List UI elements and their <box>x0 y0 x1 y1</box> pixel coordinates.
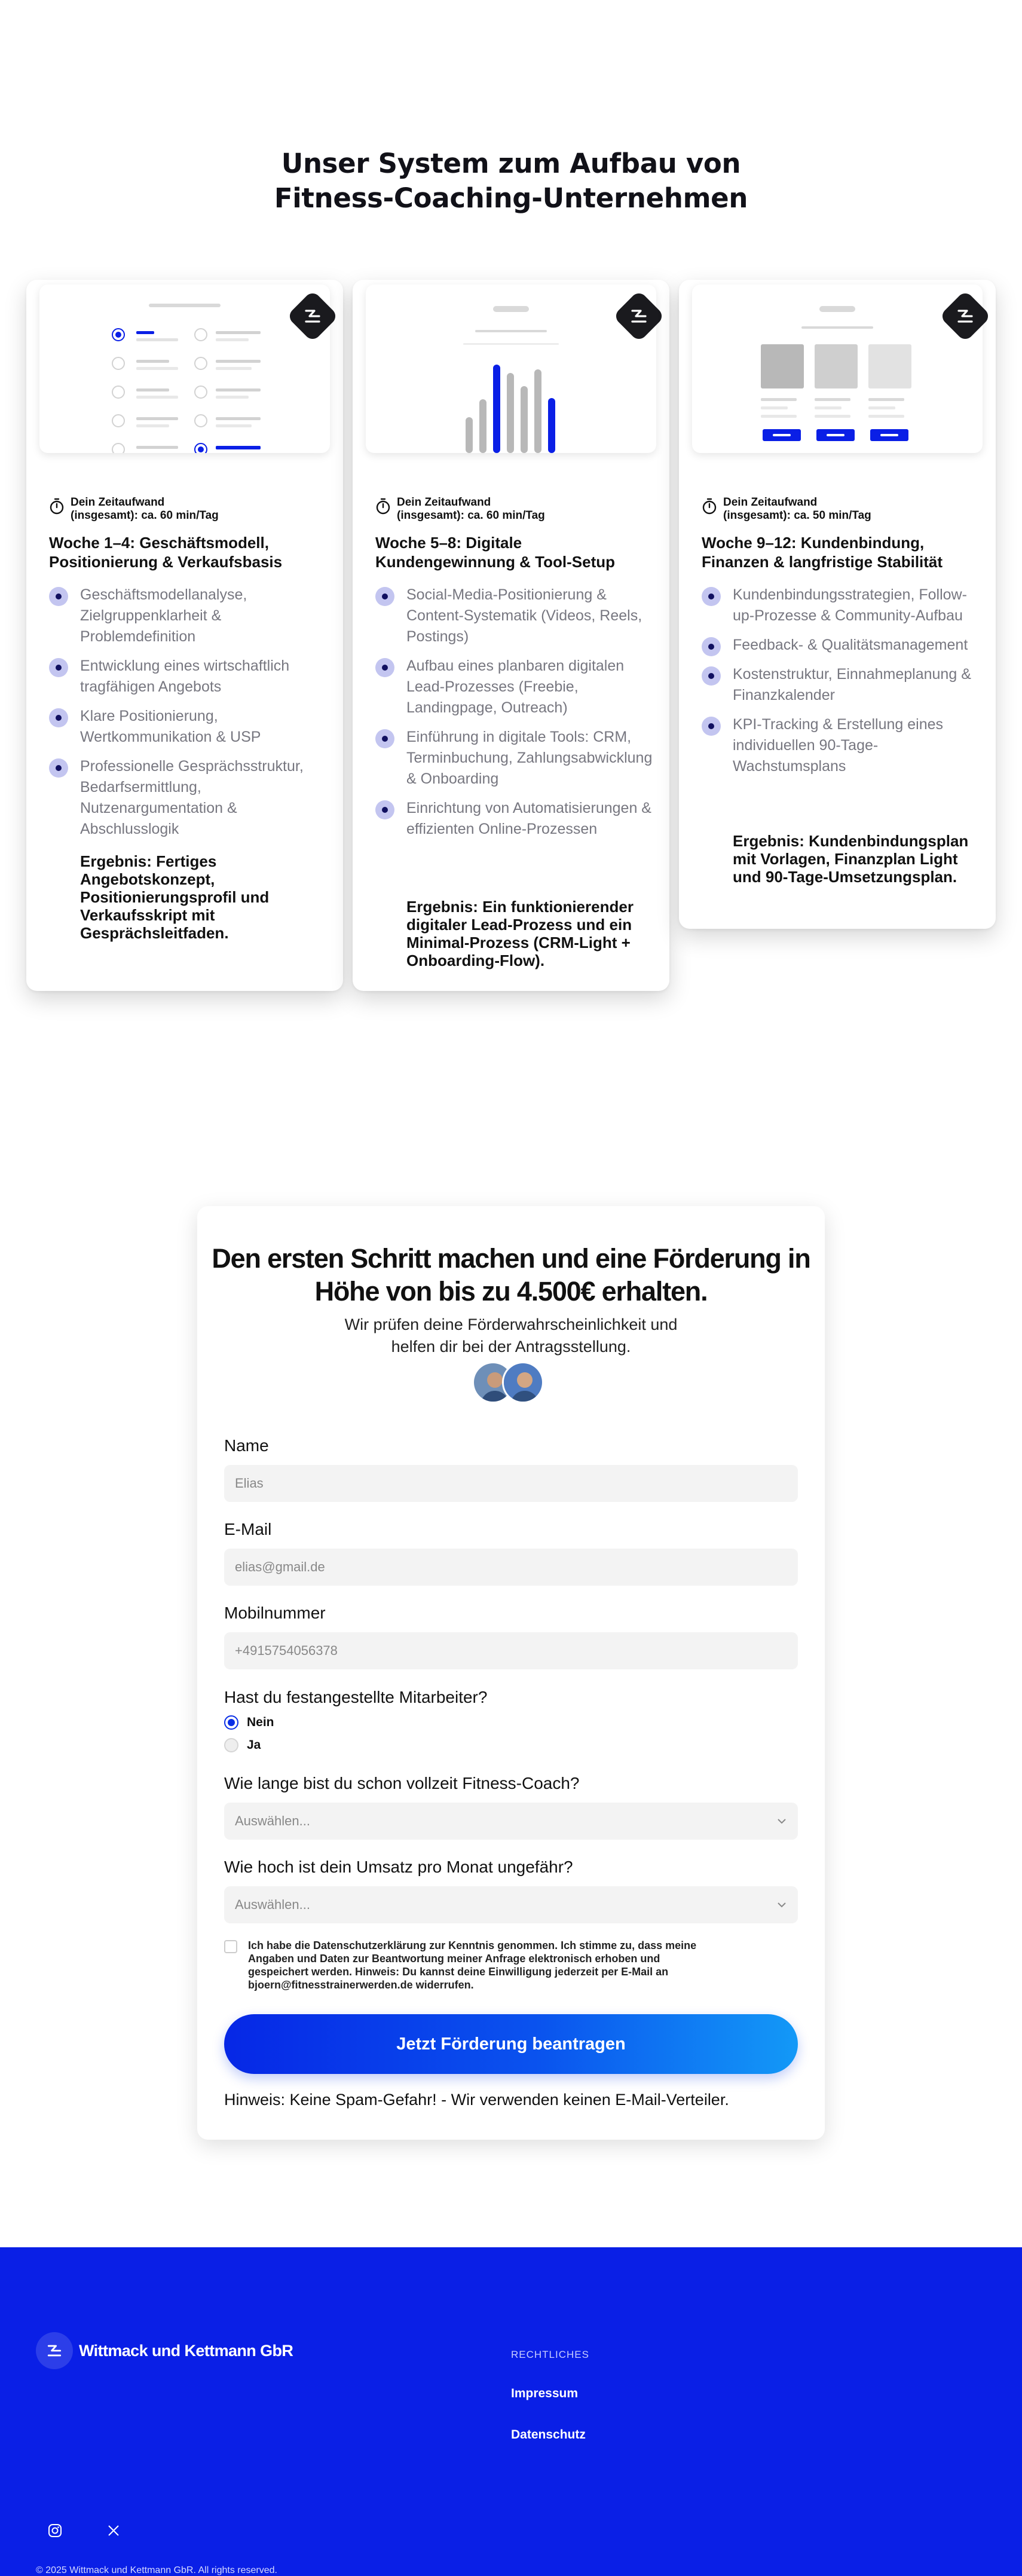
bullet-dot-icon <box>702 666 721 686</box>
footer-section-label: RECHTLICHES <box>511 2349 589 2360</box>
bullet-dot-icon <box>702 637 721 656</box>
time-effort <box>49 496 219 522</box>
footer <box>0 2247 1022 2576</box>
bullet-dot-icon <box>375 658 394 677</box>
avatar <box>502 1362 544 1403</box>
name-label: Name <box>224 1436 269 1455</box>
instagram-icon[interactable] <box>42 2517 68 2544</box>
brand-logo-icon[interactable] <box>36 2332 73 2369</box>
stopwatch-icon <box>702 497 717 515</box>
card-result: Ergebnis: Fertiges Angebotskonzept, Positionierungsprofil und Verkaufsskript mit Gesprächsleitfaden. <box>80 852 270 942</box>
spam-hint: Hinweis: Keine Spam-Gefahr! - Wir verwenden keinen E-Mail-Verteiler. <box>224 2091 729 2109</box>
time-label: Dein Zeitaufwand <box>723 496 818 509</box>
email-label: E-Mail <box>224 1520 272 1538</box>
program-card-week-5-8 <box>353 280 669 991</box>
consent-text: Ich habe die Datenschutzerklärung zur Kenntnis genommen. Ich stimme zu, dass meine Angaben und Daten zur Beantwortung meiner Anfrage elektronisch erhoben und gespeichert werden. Hinweis: Du kannst deine Einwilligung jederzeit per E-Mail an bjoern@fitnesstrainerwerden.de widerrufen. <box>248 1939 697 1991</box>
phone-input[interactable] <box>224 1632 798 1669</box>
bullet-item: Einführung in digitale Tools: CRM, Terminbuchung, Zahlungsabwicklung & Onboarding <box>375 727 656 790</box>
card-title: Woche 5–8: Digitale Kundengewinnung & Tool-Setup <box>375 534 616 571</box>
email-input[interactable] <box>224 1549 798 1586</box>
card-title: Woche 1–4: Geschäftsmodell, Positionierung & Verkaufsbasis <box>49 534 283 571</box>
bullet-dot-icon <box>375 729 394 748</box>
radio-unselected-icon[interactable] <box>224 1738 238 1752</box>
form-subtitle: Wir prüfen deine Förderwahrscheinlichkeit und helfen dir bei der Antragsstellung. <box>344 1315 678 1356</box>
bullet-dot-icon <box>49 758 68 778</box>
time-effort <box>375 496 545 522</box>
phone-label: Mobilnummer <box>224 1604 326 1622</box>
time-value: (insgesamt): ca. 60 min/Tag <box>397 509 545 522</box>
bullet-dot-icon <box>375 800 394 819</box>
chevron-down-icon <box>776 1901 787 1908</box>
employees-question: Hast du festangestellte Mitarbeiter? <box>224 1688 488 1706</box>
bullet-item: Professionelle Gesprächsstruktur, Bedarfsermittlung, Nutzenargumentation & Abschlusslogik <box>49 756 330 840</box>
x-icon[interactable] <box>100 2517 127 2544</box>
footer-brand[interactable]: Wittmack und Kettmann GbR <box>79 2342 293 2360</box>
revenue-select[interactable]: Auswählen... <box>224 1886 798 1923</box>
bullet-item: KPI-Tracking & Erstellung eines individuellen 90-Tage-Wachstumsplans <box>702 714 983 777</box>
form-title: Den ersten Schritt machen und eine Förderung in Höhe von bis zu 4.500€ erhalten. <box>212 1243 810 1307</box>
bullet-item: Einrichtung von Automatisierungen & effizienten Online-Prozessen <box>375 798 656 840</box>
bullet-item: Kundenbindungsstrategien, Follow-up-Prozesse & Community-Aufbau <box>702 585 983 626</box>
title-highlight: System <box>378 146 489 181</box>
time-effort <box>702 496 871 522</box>
footer-link-impressum[interactable]: Impressum <box>511 2387 579 2400</box>
brand-logo-icon <box>294 298 331 335</box>
copyright: © 2025 Wittmack und Kettmann GbR. All rights reserved. <box>36 2565 277 2575</box>
brand-logo-icon <box>947 298 984 335</box>
brand-logo-icon <box>620 298 657 335</box>
coach-duration-select[interactable]: Auswählen... <box>224 1803 798 1840</box>
bullet-item: Aufbau eines planbaren digitalen Lead-Prozesses (Freebie, Landingpage, Outreach) <box>375 656 656 718</box>
funding-form-card <box>197 1206 825 2140</box>
layout-illustration <box>692 284 983 453</box>
bar-chart-illustration <box>366 284 656 453</box>
section-title <box>0 146 1022 216</box>
chevron-down-icon <box>776 1818 787 1825</box>
revenue-question: Wie hoch ist dein Umsatz pro Monat ungefähr? <box>224 1858 573 1876</box>
radio-option-ja[interactable]: Ja <box>224 1738 261 1752</box>
coach-avatars <box>472 1362 556 1403</box>
checklist-illustration <box>39 284 330 453</box>
footer-link-datenschutz[interactable]: Datenschutz <box>511 2428 586 2442</box>
time-value: (insgesamt): ca. 50 min/Tag <box>723 509 871 522</box>
bullet-item: Geschäftsmodellanalyse, Zielgruppenklarheit & Problemdefinition <box>49 585 330 647</box>
consent-checkbox[interactable] <box>224 1940 237 1953</box>
card-result: Ergebnis: Ein funktionierender digitaler Lead-Prozess und ein Minimal-Prozess (CRM-Light + Onboarding-Flow). <box>406 898 634 969</box>
bullet-dot-icon <box>702 587 721 606</box>
bullet-item: Feedback- & Qualitätsmanagement <box>702 635 983 656</box>
bullet-item: Klare Positionierung, Wertkommunikation & USP <box>49 706 330 748</box>
name-input[interactable] <box>224 1465 798 1502</box>
bullet-item: Kostenstruktur, Einnahmeplanung & Finanzkalender <box>702 664 983 706</box>
stopwatch-icon <box>375 497 391 515</box>
card-title: Woche 9–12: Kundenbindung, Finanzen & langfristige Stabilität <box>702 534 943 571</box>
bullet-dot-icon <box>49 658 68 677</box>
time-label: Dein Zeitaufwand <box>71 496 165 509</box>
coach-duration-question: Wie lange bist du schon vollzeit Fitness-Coach? <box>224 1774 580 1792</box>
title-line-2: Fitness-Coaching-Unternehmen <box>274 182 748 214</box>
bullet-item: Social-Media-Positionierung & Content-Systematik (Videos, Reels, Postings) <box>375 585 656 647</box>
bullet-list <box>49 585 330 848</box>
bullet-dot-icon <box>375 587 394 606</box>
stopwatch-icon <box>49 497 65 515</box>
bullet-list <box>702 585 983 785</box>
bullet-dot-icon <box>49 708 68 727</box>
time-label: Dein Zeitaufwand <box>397 496 491 509</box>
bullet-list <box>375 585 656 848</box>
time-value: (insgesamt): ca. 60 min/Tag <box>71 509 219 522</box>
program-card-week-9-12 <box>679 280 996 929</box>
bullet-dot-icon <box>702 717 721 736</box>
radio-option-nein[interactable]: Nein <box>224 1715 274 1730</box>
bullet-item: Entwicklung eines wirtschaftlich tragfähigen Angebots <box>49 656 330 697</box>
radio-selected-icon[interactable] <box>224 1715 238 1730</box>
title-part: zum Aufbau von <box>489 148 741 179</box>
title-part: Unser <box>281 148 378 179</box>
bullet-dot-icon <box>49 587 68 606</box>
program-card-week-1-4 <box>26 280 343 991</box>
submit-button[interactable]: Jetzt Förderung beantragen <box>224 2014 798 2074</box>
card-result: Ergebnis: Kundenbindungsplan mit Vorlagen, Finanzplan Light und 90-Tage-Umsetzungsplan. <box>733 832 969 886</box>
